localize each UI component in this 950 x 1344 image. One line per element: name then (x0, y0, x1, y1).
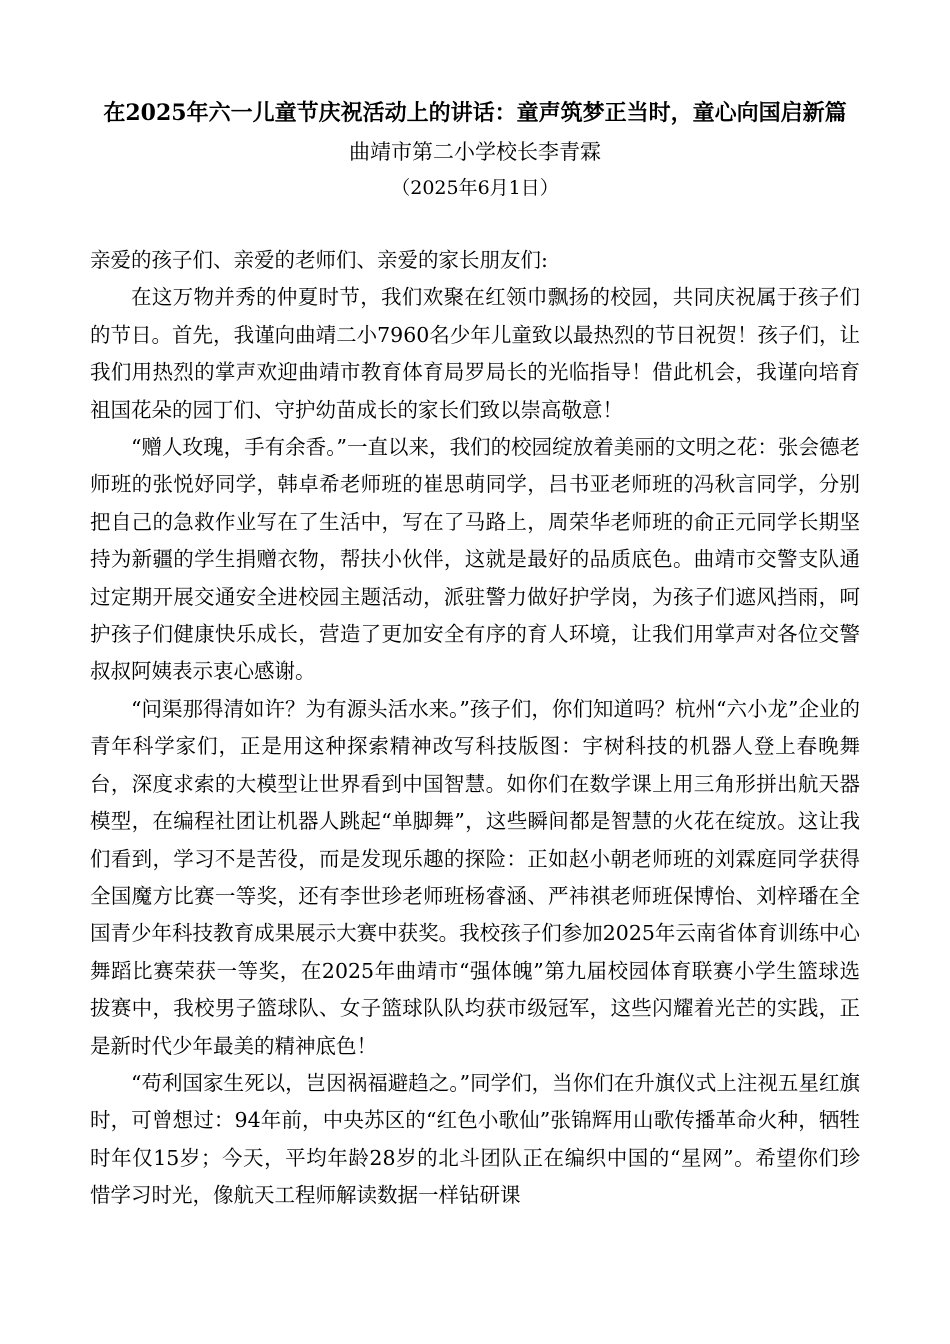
paragraph-civility: “赠人玫瑰，手有余香。”一直以来，我们的校园绽放着美丽的文明之花：张会德老师班的张悦妤同学，韩卓希老师班的崔思萌同学，吕书亚老师班的冯秋言同学，分别把自己的急救作业写在了生活中，写在了马路上，周荣华老师班的俞正元同学长期坚持为新疆的学生捐赠衣物，帮扶小伙伴，这就是最好的品质底色。曲靖市交警支队通过定期开展交通安全进校园主题活动，派驻警力做好护学岗，为孩子们遮风挡雨，呵护孩子们健康快乐成长，营造了更加安全有序的育人环境，让我们用掌声对各位交警叔叔阿姨表示衷心感谢。 (90, 435, 860, 684)
paragraph-exploration: “问渠那得清如许？为有源头活水来。”孩子们，你们知道吗？杭州“六小龙”企业的青年科学家们，正是用这种探索精神改写科技版图：宇树科技的机器人登上春晚舞台，深度求索的大模型让世界看到中国智慧。如你们在数学课上用三角形拼出航天器模型，在编程社团让机器人跳起“单脚舞”，这些瞬间都是智慧的火花在绽放。这让我们看到，学习不是苦役，而是发现乐趣的探险：正如赵小朝老师班的刘霖庭同学获得全国魔方比赛一等奖，还有李世珍老师班杨睿涵、严祎祺老师班保博怡、刘梓璠在全国青少年科技教育成果展示大赛中获奖。我校孩子们参加2025年云南省体育训练中心舞蹈比赛荣获一等奖，在2025年曲靖市“强体魄”第九届校园体育联赛小学生篮球选拔赛中，我校男子篮球队、女子篮球队队均获市级冠军，这些闪耀着光芒的实践，正是新时代少年最美的精神底色！ (90, 696, 860, 1058)
salutation: 亲爱的孩子们、亲爱的老师们、亲爱的家长朋友们: (90, 248, 548, 272)
document-body (90, 242, 860, 1215)
paragraph-opening: 在这万物并秀的仲夏时节，我们欢聚在红领巾飘扬的校园，共同庆祝属于孩子们的节日。首先，我谨向曲靖二小7960名少年儿童致以最热烈的节日祝贺！孩子们，让我们用热烈的掌声欢迎曲靖市教育体育局罗局长的光临指导！借此机会，我谨向培育祖国花朵的园丁们、守护幼苗成长的家长们致以崇高敬意！ (90, 285, 860, 422)
paragraph-patriotism: “苟利国家生死以，岂因祸福避趋之。”同学们，当你们在升旗仪式上注视五星红旗时，可曾想过：94年前，中央苏区的“红色小歌仙”张锦辉用山歌传播革命火种，牺牲时年仅15岁；今天，平均年龄28岁的北斗团队正在编织中国的“星网”。希望你们珍惜学习时光，像航天工程师解读数据一样钻研课 (90, 1070, 860, 1208)
document-author: 曲靖市第二小学校长李青霖 (349, 140, 601, 164)
document-title: 在2025年六一儿童节庆祝活动上的讲话：童声筑梦正当时，童心向国启新篇 (103, 100, 847, 126)
document-date: （2025年6月1日） (391, 177, 559, 199)
